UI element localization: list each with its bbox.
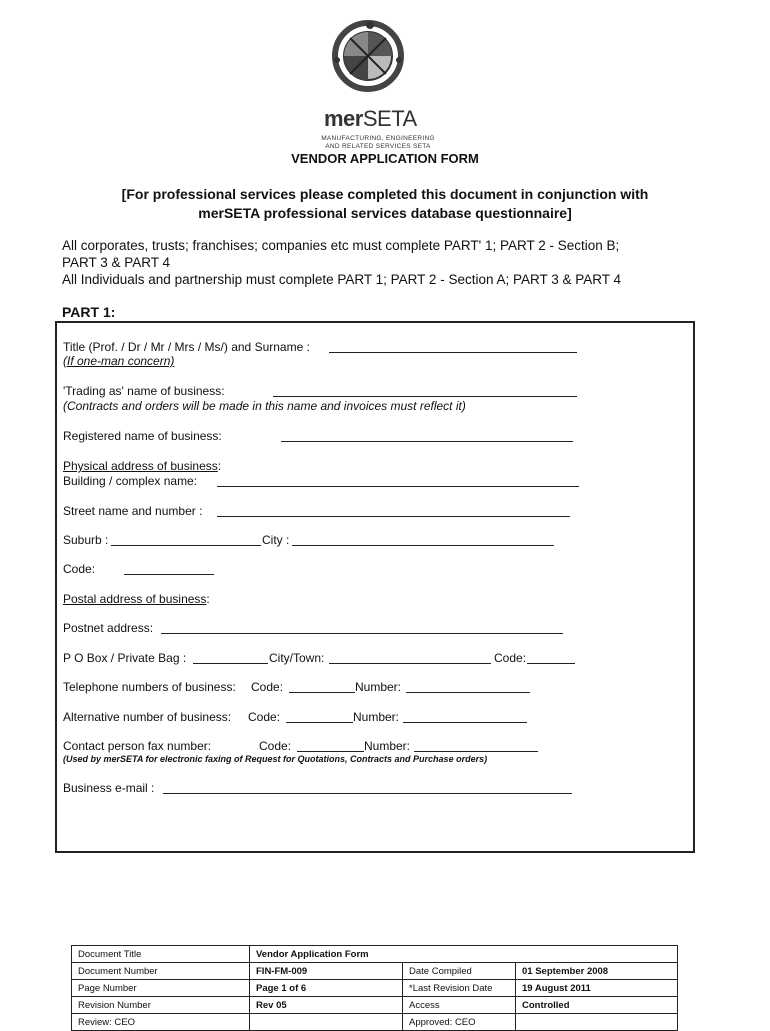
- table-cell: [250, 1014, 403, 1031]
- table-cell: 01 September 2008: [516, 963, 678, 980]
- fax-label: Contact person fax number:: [63, 739, 212, 753]
- table-row: [72, 1014, 678, 1031]
- table-cell: Revision Number: [72, 997, 250, 1014]
- trading-as-note: (Contracts and orders will be made in this name and invoices must reflect it): [63, 399, 466, 413]
- telephone-number-field[interactable]: [406, 680, 530, 693]
- part1-heading: PART 1:: [62, 304, 116, 320]
- part1-form-box: [55, 321, 695, 853]
- table-cell: Document Number: [72, 963, 250, 980]
- table-cell: Page Number: [72, 980, 250, 997]
- physical-address-heading: Physical address of business:: [63, 459, 222, 473]
- registered-name-field[interactable]: [281, 429, 573, 442]
- telephone-code-label: Code:: [251, 680, 284, 694]
- professional-services-notice: [For professional services please completed this document in conjunction with merSETA professional services database questionnaire]: [121, 186, 649, 221]
- pobox-field[interactable]: [193, 651, 268, 664]
- trading-as-field[interactable]: [273, 384, 577, 397]
- fax-code-field[interactable]: [297, 739, 364, 752]
- postnet-field[interactable]: [161, 621, 563, 634]
- pobox-label: P O Box / Private Bag :: [63, 651, 187, 665]
- fax-code-label: Code:: [259, 739, 292, 753]
- fax-usage-note: (Used by merSETA for electronic faxing of Request for Quotations, Contracts and Purchase orders): [63, 754, 488, 764]
- alternative-code-label: Code:: [248, 710, 281, 724]
- title-surname-label: Title (Prof. / Dr / Mr / Mrs / Ms/) and Surname :: [63, 340, 310, 354]
- telephone-code-field[interactable]: [289, 680, 355, 693]
- merseta-emblem-icon: [330, 16, 410, 96]
- table-row: [72, 963, 678, 980]
- alternative-number-field[interactable]: [403, 710, 527, 723]
- table-cell: Page 1 of 6: [250, 980, 403, 997]
- table-cell: FIN-FM-009: [250, 963, 403, 980]
- city-label: City :: [262, 533, 290, 547]
- table-cell: Access: [403, 997, 516, 1014]
- table-row: [72, 946, 678, 963]
- suburb-field[interactable]: [111, 533, 261, 546]
- table-cell: Document Title: [72, 946, 250, 963]
- table-cell: *Last Revision Date: [403, 980, 516, 997]
- code-label: Code:: [63, 562, 96, 576]
- pobox-code-field[interactable]: [527, 651, 575, 664]
- table-cell: [516, 1014, 678, 1031]
- city-town-label: City/Town:: [269, 651, 325, 665]
- suburb-label: Suburb :: [63, 533, 109, 547]
- merseta-logo: [318, 16, 438, 150]
- city-field[interactable]: [292, 533, 554, 546]
- logo-subtitle: MANUFACTURING, ENGINEERING AND RELATED SERVICES SETA: [321, 135, 435, 150]
- document-control-table: [71, 945, 678, 1031]
- city-town-field[interactable]: [329, 651, 491, 664]
- table-cell: 19 August 2011: [516, 980, 678, 997]
- one-man-note: (If one-man concern): [63, 354, 175, 368]
- table-row: [72, 997, 678, 1014]
- alternative-number-label: Alternative number of business:: [63, 710, 232, 724]
- street-field[interactable]: [217, 504, 570, 517]
- completion-instructions: All corporates, trusts; franchises; companies etc must complete PART' 1; PART 2 - Section B; PART 3 & PART 4 All Individuals and partnership must complete PART 1; PART 2 - Section A; PART 3 & PART 4: [62, 238, 622, 287]
- table-cell: Rev 05: [250, 997, 403, 1014]
- email-field[interactable]: [163, 781, 572, 794]
- street-label: Street name and number :: [63, 504, 203, 518]
- alternative-code-field[interactable]: [286, 710, 353, 723]
- telephone-number-label: Number:: [355, 680, 402, 694]
- code-field[interactable]: [124, 562, 214, 575]
- table-cell: Review: CEO: [72, 1014, 250, 1031]
- postnet-label: Postnet address:: [63, 621, 154, 635]
- alternative-number-number-label: Number:: [353, 710, 400, 724]
- table-cell: Controlled: [516, 997, 678, 1014]
- table-row: [72, 980, 678, 997]
- telephone-label: Telephone numbers of business:: [63, 680, 236, 694]
- table-cell: Approved: CEO: [403, 1014, 516, 1031]
- logo-wordmark: merSETA: [324, 106, 417, 131]
- pobox-code-label: Code:: [494, 651, 527, 665]
- trading-as-label: 'Trading as' name of business:: [63, 384, 225, 398]
- building-name-label: Building / complex name:: [63, 474, 198, 488]
- email-label: Business e-mail :: [63, 781, 155, 795]
- title-surname-field[interactable]: [329, 340, 577, 353]
- postal-address-heading: Postal address of business:: [63, 592, 210, 606]
- form-title: VENDOR APPLICATION FORM: [291, 151, 479, 166]
- fax-number-label: Number:: [364, 739, 411, 753]
- fax-number-field[interactable]: [414, 739, 538, 752]
- registered-name-label: Registered name of business:: [63, 429, 222, 443]
- building-name-field[interactable]: [217, 474, 579, 487]
- table-cell: Date Compiled: [403, 963, 516, 980]
- table-cell: Vendor Application Form: [250, 946, 678, 963]
